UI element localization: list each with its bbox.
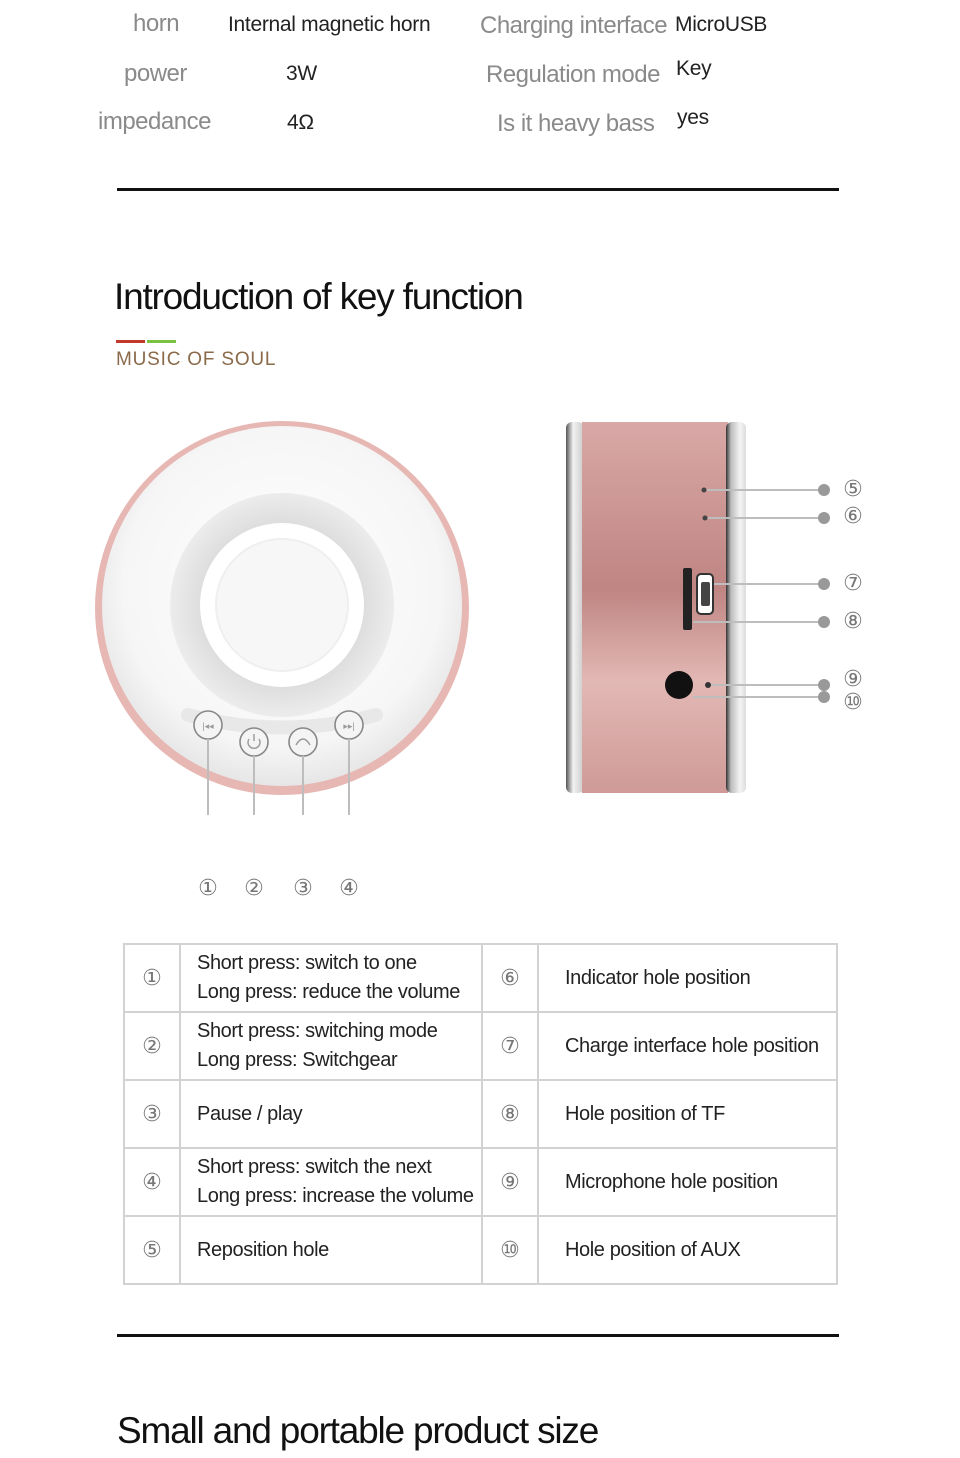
spec-label-charging: Charging interface bbox=[480, 12, 668, 39]
divider-top bbox=[117, 188, 839, 191]
callout-label-3: ③ bbox=[293, 876, 313, 901]
key-description bbox=[538, 1012, 837, 1080]
key-description-line: Pause / play bbox=[197, 1102, 303, 1125]
table-row bbox=[124, 1216, 837, 1284]
key-description-line: Long press: Switchgear bbox=[197, 1049, 398, 1071]
key-description bbox=[180, 944, 482, 1012]
divider-bottom bbox=[117, 1334, 839, 1337]
callout-label-5: ⑤ bbox=[843, 477, 863, 502]
next-icon bbox=[335, 711, 363, 739]
key-description-line: Reposition hole bbox=[197, 1238, 329, 1261]
key-number: ⑥ bbox=[482, 944, 538, 1012]
key-description bbox=[538, 1216, 837, 1284]
callout-label-10: ⑩ bbox=[843, 690, 863, 715]
spec-value-power: 3W bbox=[286, 62, 317, 85]
spec-label-regulation: Regulation mode bbox=[486, 61, 660, 88]
key-description-line: Long press: increase the volume bbox=[197, 1185, 474, 1207]
spec-label-power: power bbox=[124, 60, 187, 87]
spec-label-horn: horn bbox=[133, 10, 180, 37]
key-number: ③ bbox=[124, 1080, 180, 1148]
key-number: ⑤ bbox=[124, 1216, 180, 1284]
table-row bbox=[124, 1148, 837, 1216]
speaker-side-illustration bbox=[560, 418, 860, 798]
key-function-table bbox=[123, 943, 838, 1285]
key-description-line: Microphone hole position bbox=[565, 1170, 778, 1193]
key-description-line: Short press: switching mode bbox=[197, 1020, 438, 1042]
previous-icon bbox=[194, 711, 222, 739]
svg-text:▸▸|: ▸▸| bbox=[343, 721, 355, 731]
key-number: ⑩ bbox=[482, 1216, 538, 1284]
key-number: ⑧ bbox=[482, 1080, 538, 1148]
key-description-line: Short press: switch the next bbox=[197, 1156, 432, 1178]
footer-section-title: Small and portable product size bbox=[117, 1410, 599, 1451]
accent-bar-red bbox=[116, 340, 145, 343]
callout-label-2: ② bbox=[244, 876, 264, 901]
key-description-line: Indicator hole position bbox=[565, 966, 751, 989]
key-description bbox=[180, 1080, 482, 1148]
key-number: ④ bbox=[124, 1148, 180, 1216]
key-number: ① bbox=[124, 944, 180, 1012]
callout-label-6: ⑥ bbox=[843, 504, 863, 529]
spec-value-bass: yes bbox=[677, 106, 709, 129]
spec-label-bass: Is it heavy bass bbox=[497, 110, 655, 137]
spec-value-charging: MicroUSB bbox=[675, 13, 768, 36]
key-description bbox=[180, 1216, 482, 1284]
key-description bbox=[538, 1080, 837, 1148]
play-pause-icon bbox=[289, 728, 317, 756]
key-description-line: Hole position of TF bbox=[565, 1102, 725, 1125]
key-number: ② bbox=[124, 1012, 180, 1080]
callout-label-1: ① bbox=[198, 876, 218, 901]
spec-value-horn: Internal magnetic horn bbox=[228, 13, 431, 36]
callout-label-9: ⑨ bbox=[843, 667, 863, 692]
key-number: ⑦ bbox=[482, 1012, 538, 1080]
key-description-line: Short press: switch to one bbox=[197, 952, 417, 974]
section-title: Introduction of key function bbox=[114, 276, 523, 317]
key-description-line: Charge interface hole position bbox=[565, 1034, 819, 1057]
key-description-line: Hole position of AUX bbox=[565, 1238, 741, 1261]
spec-value-regulation: Key bbox=[676, 57, 712, 80]
key-number: ⑨ bbox=[482, 1148, 538, 1216]
accent-bar-green bbox=[147, 340, 176, 343]
speaker-front-illustration bbox=[90, 415, 480, 815]
key-description bbox=[180, 1148, 482, 1216]
callout-label-7: ⑦ bbox=[843, 571, 863, 596]
spec-label-impedance: impedance bbox=[98, 108, 211, 135]
key-description bbox=[538, 1148, 837, 1216]
table-row bbox=[124, 944, 837, 1012]
callout-label-4: ④ bbox=[339, 876, 359, 901]
callout-label-8: ⑧ bbox=[843, 609, 863, 634]
table-row bbox=[124, 1080, 837, 1148]
power-icon bbox=[240, 728, 268, 756]
table-row bbox=[124, 1012, 837, 1080]
key-description bbox=[538, 944, 837, 1012]
svg-text:|◂◂: |◂◂ bbox=[202, 721, 214, 731]
key-description bbox=[180, 1012, 482, 1080]
section-subtitle: MUSIC OF SOUL bbox=[116, 349, 277, 370]
key-description-line: Long press: reduce the volume bbox=[197, 981, 461, 1003]
spec-value-impedance: 4Ω bbox=[287, 111, 314, 134]
